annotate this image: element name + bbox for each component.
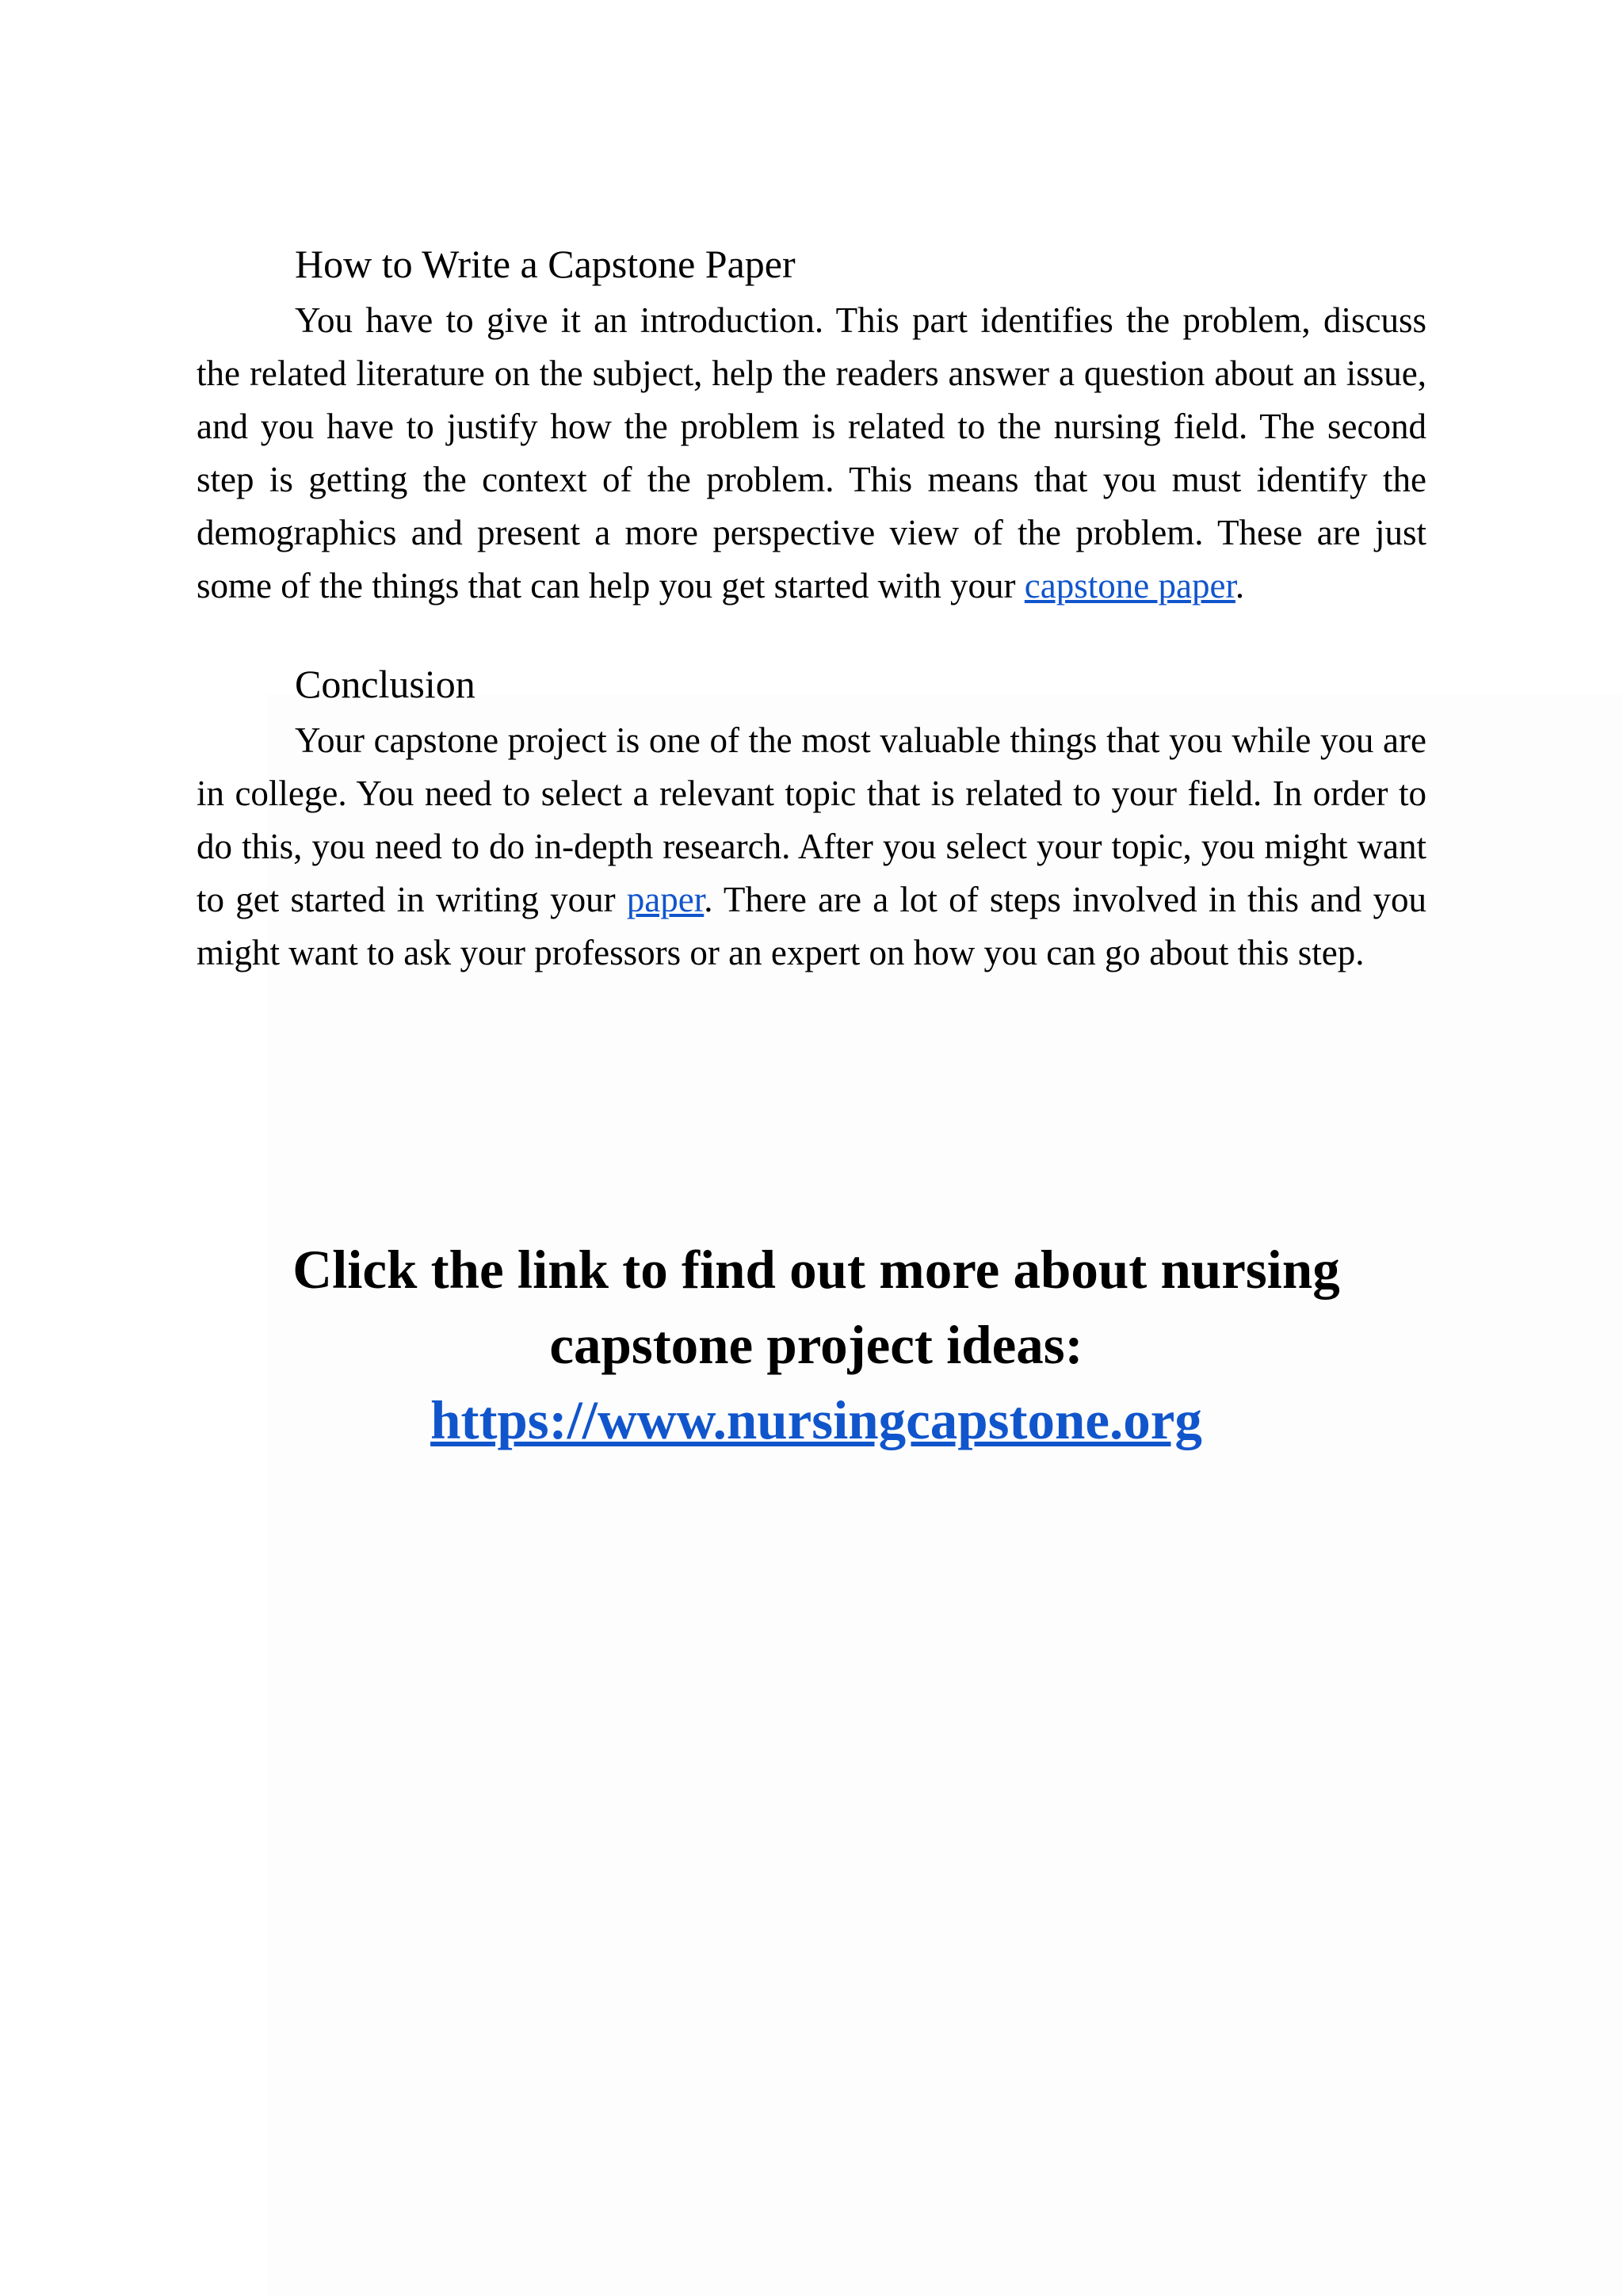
capstone-paper-link[interactable]: capstone paper xyxy=(1024,566,1235,606)
document-content xyxy=(197,238,1426,980)
section-heading: How to Write a Capstone Paper xyxy=(295,242,796,286)
paper-link[interactable]: paper xyxy=(626,880,705,919)
section-paragraph xyxy=(197,294,1426,613)
section-paragraph xyxy=(197,714,1426,980)
section-how-to-write xyxy=(197,238,1426,613)
call-to-action xyxy=(262,1232,1371,1458)
section-heading: Conclusion xyxy=(295,662,475,706)
section-conclusion xyxy=(197,658,1426,980)
cta-url-link[interactable]: https://www.nursingcapstone.org xyxy=(430,1390,1202,1450)
paragraph-text-end: . xyxy=(1235,566,1245,606)
cta-text: Click the link to find out more about nursing capstone project ideas: xyxy=(292,1240,1340,1375)
paragraph-text: Your capstone project is one of the most valuable things that you while you are in college. You need to select a relevant topic that is related to your field. In order to do this, you need to do in-depth research. After you select your topic, you might want to get started in writing your xyxy=(197,720,1426,919)
paragraph-text: You have to give it an introduction. This part identifies the problem, discuss the related literature on the subject, help the readers answer a question about an issue, and you have to justify how the problem is related to the nursing field. The second step is getting the context of the problem. This means that you must identify the demographics and present a more perspective view of the problem. These are just some of the things that can help you get started with your xyxy=(197,300,1426,606)
paragraph-text-end: . There are a lot of steps involved in this and you might want to ask your professors or an expert on how you can go about this step. xyxy=(197,880,1426,972)
